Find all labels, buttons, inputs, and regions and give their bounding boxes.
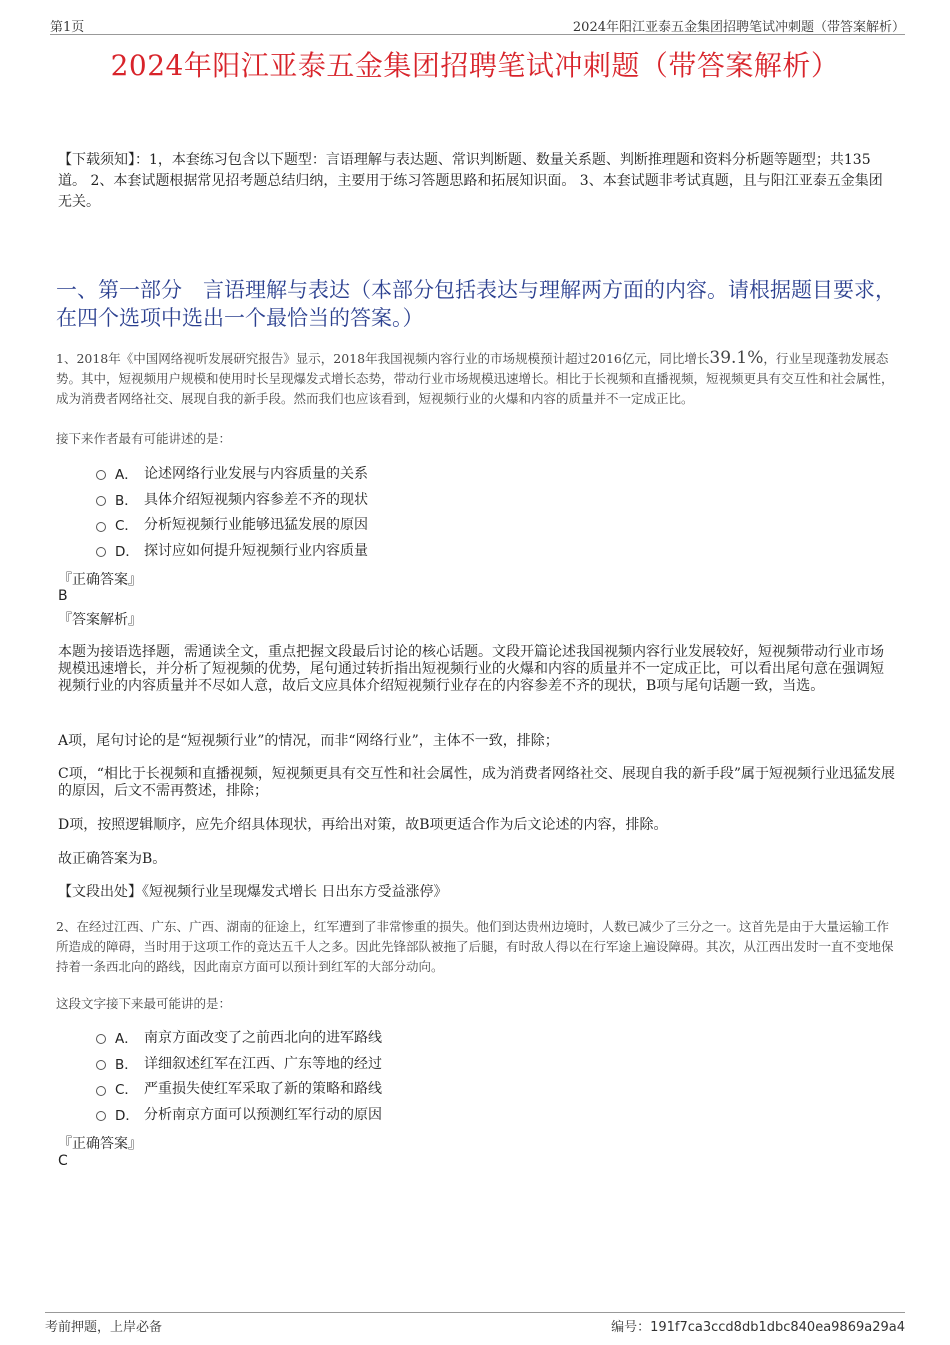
header-doc-title: 2024年阳江亚泰五金集团招聘笔试冲刺题（带答案解析）: [572, 20, 905, 35]
option-a[interactable]: A． 论述网络行业发展与内容质量的关系: [96, 460, 368, 486]
document-title: 2024年阳江亚泰五金集团招聘笔试冲刺题（带答案解析）: [110, 49, 840, 82]
radio-icon[interactable]: [96, 522, 106, 532]
option-b[interactable]: B． 详细叙述红军在江西、广东等地的经过: [96, 1050, 382, 1076]
question-2-options: [96, 1024, 382, 1127]
analysis-paragraph: 本题为接语选择题，需通读全文，重点把握文段最后讨论的核心话题。文段开篇论述我国视频内容行业发展较好，短视频带动行业市场规模迅速增长，并分析了短视频的优势，尾句通过转折指出短视频行业的火爆和内容的质量并不一定成正比，可以看出尾句意在强调短视频行业的内容质量并不尽如人意，故后文应具体介绍短视频行业存在的内容参差不齐的现状，B项与尾句话题一致，当选。: [58, 644, 884, 694]
radio-icon[interactable]: [96, 496, 106, 506]
page-number: 第1页: [50, 20, 85, 35]
radio-icon[interactable]: [96, 1060, 106, 1070]
question-1-text: 1、2018年《中国网络视听发展研究报告》显示，2018年我国视频内容行业的市场规模预计超过2016亿元，同比增长39.1%，行业呈现蓬勃发展态势。其中，短视频用户规模和使用时长呈现爆发式增长态势，带动行业市场规模迅速增长。相比于长视频和直播视频，短视频更具有交互性和社会属性，成为消费者网络社交、展现自我的新手段。然而我们也应该看到，短视频行业的火爆和内容的质量并不一定成正比。: [56, 348, 894, 406]
document-code: 编号：191f7ca3ccd8db1dbc840ea9869a29a4: [611, 1320, 905, 1335]
footer-slogan: 考前押题，上岸必备: [45, 1320, 163, 1335]
radio-icon[interactable]: [96, 1034, 106, 1044]
radio-icon[interactable]: [96, 470, 106, 480]
analysis-paragraph: A项，尾句讨论的是“短视频行业”的情况，而非“网络行业”，主体不一致，排除；: [58, 733, 559, 749]
radio-icon[interactable]: [96, 547, 106, 557]
question-2-prompt: 这段文字接下来最可能讲的是：: [56, 996, 232, 1011]
option-c[interactable]: C． 严重损失使红军采取了新的策略和路线: [96, 1075, 382, 1101]
source-citation: 【文段出处】《短视频行业呈现爆发式增长 日出东方受益涨停》: [58, 884, 448, 900]
question-2-text: 2、在经过江西、广东、广西、湖南的征途上，红军遭到了非常惨重的损失。他们到达贵州边境时，人数已减少了三分之一。这首先是由于大量运输工作所造成的障碍，当时用于这项工作的竟达五千人之多。因此先锋部队被拖了后腿，有时敌人得以在行军途上遍设障碍。其次，从江西出发时一直不变地保持着一条西北向的路线，因此南京方面可以预计到红军的大部分动向。: [56, 919, 894, 974]
radio-icon[interactable]: [96, 1086, 106, 1096]
analysis-paragraph: C项，“相比于长视频和直播视频，短视频更具有交互性和社会属性，成为消费者网络社交、展现自我的新手段”属于短视频行业迅猛发展的原因，后文不需再赘述，排除；: [58, 766, 896, 799]
option-c[interactable]: C． 分析短视频行业能够迅猛发展的原因: [96, 511, 368, 537]
download-notice: 【下载须知】：1，本套练习包含以下题型：言语理解与表达题、常识判断题、数量关系题、判断推理题和资料分析题等题型；共135道。 2、本套试题根据常见招考题总结归纳，主要用于练习答题思路和拓展知识面。 3、本套试题非考试真题，且与阳江亚泰五金集团无关。: [58, 152, 883, 210]
section-heading: 一、第一部分 言语理解与表达（本部分包括表达与理解两方面的内容。请根据题目要求，在四个选项中选出一个最恰当的答案。）: [56, 278, 896, 330]
answer-value: C: [58, 1153, 68, 1169]
answer-label: 『正确答案』: [58, 572, 142, 588]
analysis-label: 『答案解析』: [58, 612, 142, 628]
option-d[interactable]: D． 探讨应如何提升短视频行业内容质量: [96, 537, 368, 563]
question-1-prompt: 接下来作者最有可能讲述的是：: [56, 431, 232, 446]
answer-value: B: [58, 588, 68, 604]
page-header: [50, 14, 905, 35]
analysis-paragraph: D项，按照逻辑顺序，应先介绍具体现状，再给出对策，故B项更适合作为后文论述的内容，排除。: [58, 817, 668, 833]
question-1-options: [96, 460, 368, 563]
option-a[interactable]: A． 南京方面改变了之前西北向的进军路线: [96, 1024, 382, 1050]
option-d[interactable]: D． 分析南京方面可以预测红军行动的原因: [96, 1101, 382, 1127]
radio-icon[interactable]: [96, 1111, 106, 1121]
answer-label: 『正确答案』: [58, 1136, 142, 1152]
option-b[interactable]: B． 具体介绍短视频内容参差不齐的现状: [96, 486, 368, 512]
analysis-conclusion: 故正确答案为B。: [58, 851, 167, 867]
growth-rate: 39.1%: [709, 348, 764, 368]
page-footer: [45, 1312, 905, 1335]
